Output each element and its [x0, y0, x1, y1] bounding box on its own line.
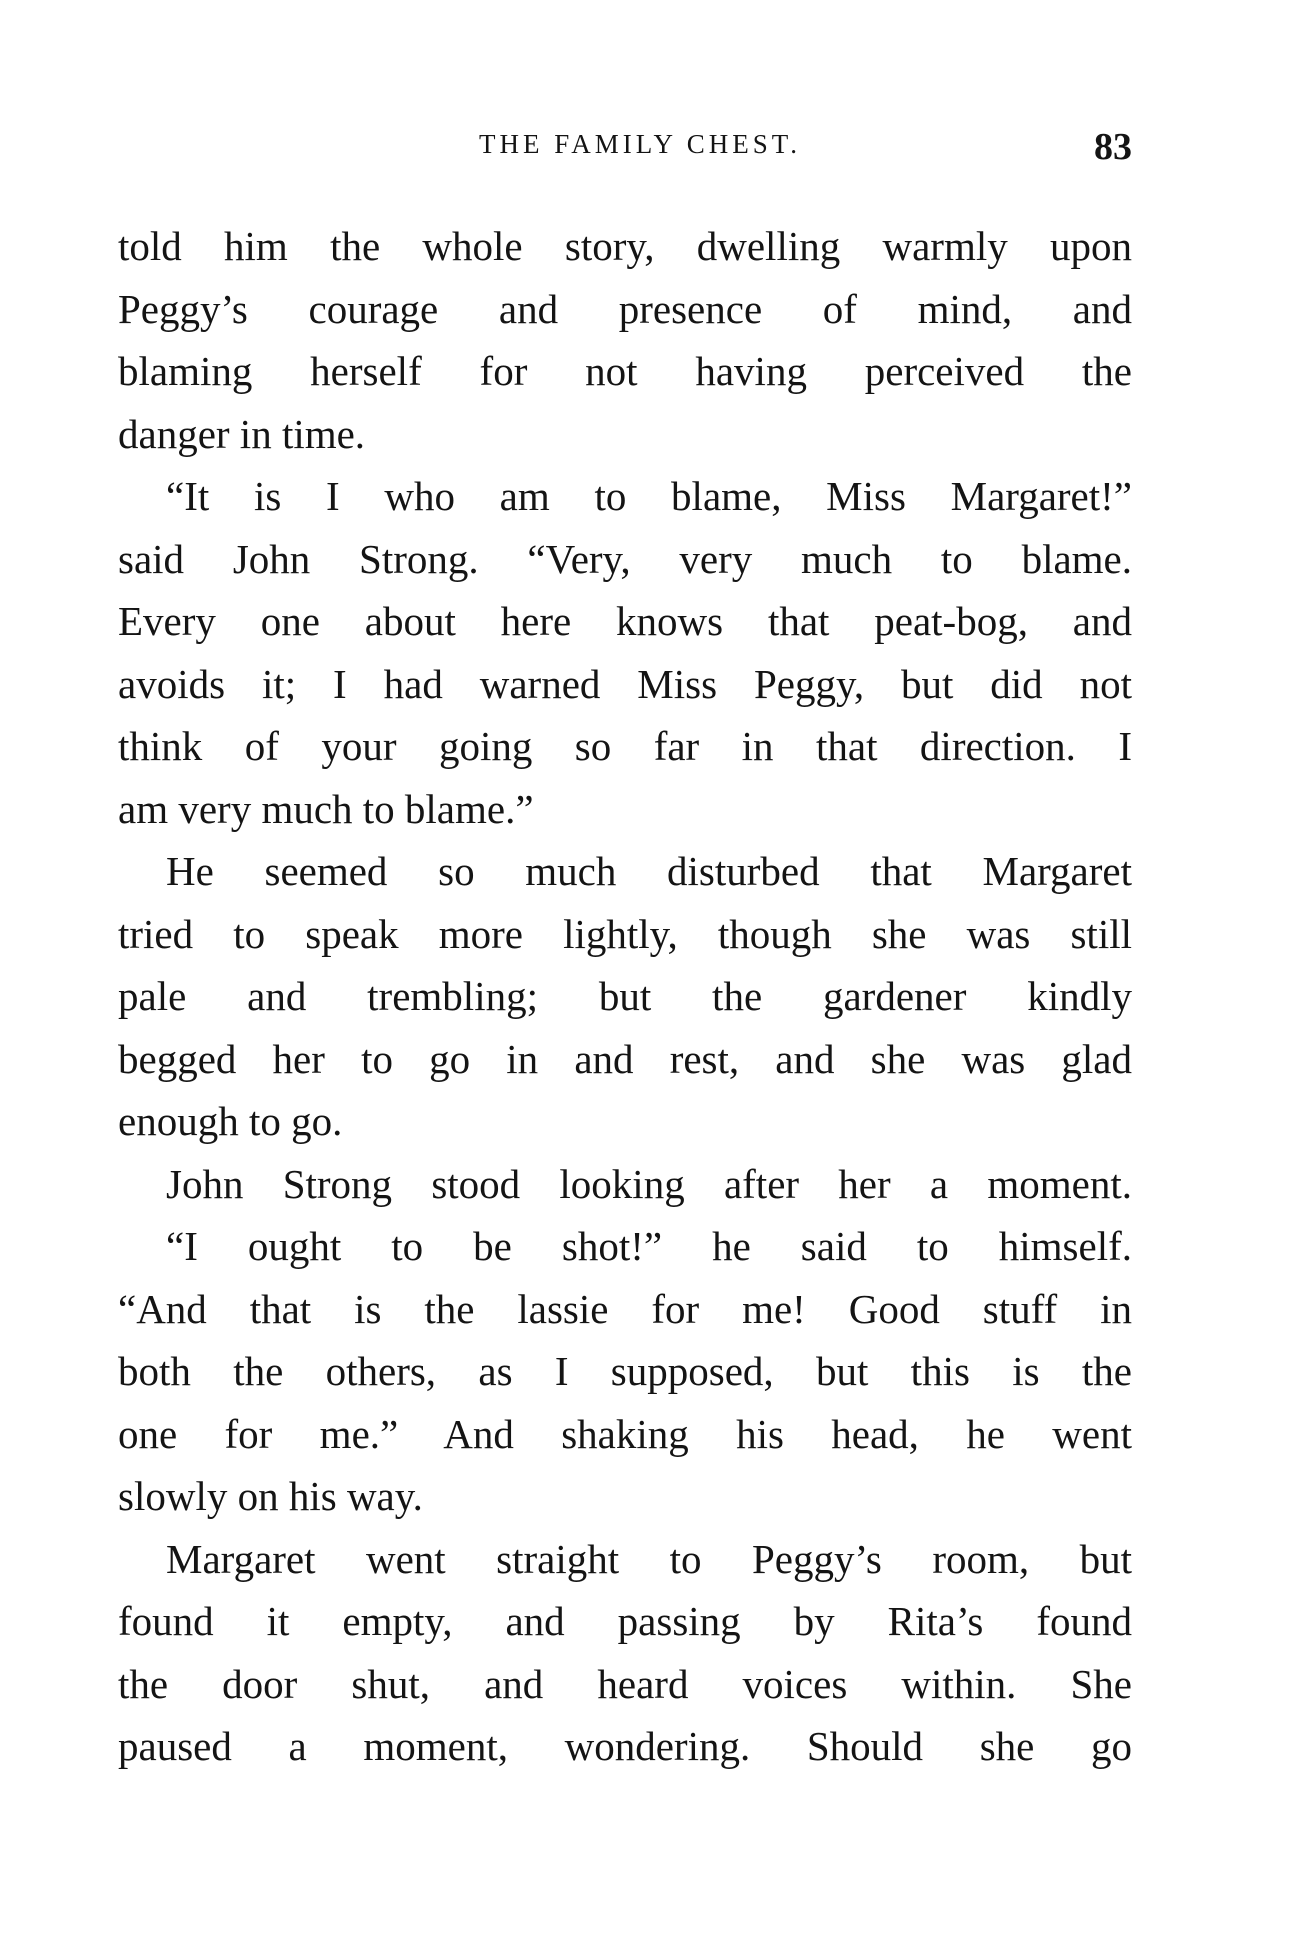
- text-line: the door shut, and heard voices within. She: [118, 1660, 1132, 1707]
- text-line: danger in time.: [118, 410, 366, 457]
- text-line: John Strong stood looking after her a moment.: [166, 1160, 1132, 1207]
- text-line: said John Strong. “Very, very much to blame.: [118, 535, 1132, 582]
- text-line: “And that is the lassie for me! Good stuff in: [118, 1285, 1132, 1332]
- text-line: pale and trembling; but the gardener kindly: [118, 973, 1132, 1019]
- text-line: He seemed so much disturbed that Margaret: [166, 848, 1132, 894]
- text-line: enough to go.: [118, 1098, 343, 1144]
- text-line: paused a moment, wondering. Should she go: [118, 1723, 1132, 1769]
- text-line: told him the whole story, dwelling warmly upon: [118, 223, 1132, 269]
- text-line: begged her to go in and rest, and she was glad: [118, 1035, 1132, 1082]
- text-line: one for me.” And shaking his head, he went: [118, 1410, 1132, 1457]
- text-line: avoids it; I had warned Miss Peggy, but did not: [118, 660, 1132, 707]
- text-line: blaming herself for not having perceived the: [118, 348, 1132, 394]
- text-line: Peggy’s courage and presence of mind, and: [118, 285, 1132, 332]
- text-line: “It is I who am to blame, Miss Margaret!”: [166, 473, 1132, 519]
- text-line: tried to speak more lightly, though she was still: [118, 910, 1132, 957]
- body-text: [118, 215, 1132, 1778]
- text-line: Every one about here knows that peat-bog, and: [118, 598, 1132, 644]
- text-line: found it empty, and passing by Rita’s found: [118, 1598, 1132, 1644]
- running-title: THE FAMILY CHEST.: [478, 129, 802, 159]
- text-line: Margaret went straight to Peggy’s room, but: [166, 1535, 1132, 1582]
- page-header: [118, 125, 1132, 175]
- text-line: both the others, as I supposed, but this is the: [118, 1348, 1132, 1394]
- text-line: slowly on his way.: [118, 1473, 423, 1519]
- text-line: am very much to blame.”: [118, 785, 534, 832]
- page-number: 83: [1094, 126, 1132, 168]
- text-line: think of your going so far in that direction. I: [118, 723, 1132, 769]
- text-line: “I ought to be shot!” he said to himself.: [166, 1223, 1132, 1269]
